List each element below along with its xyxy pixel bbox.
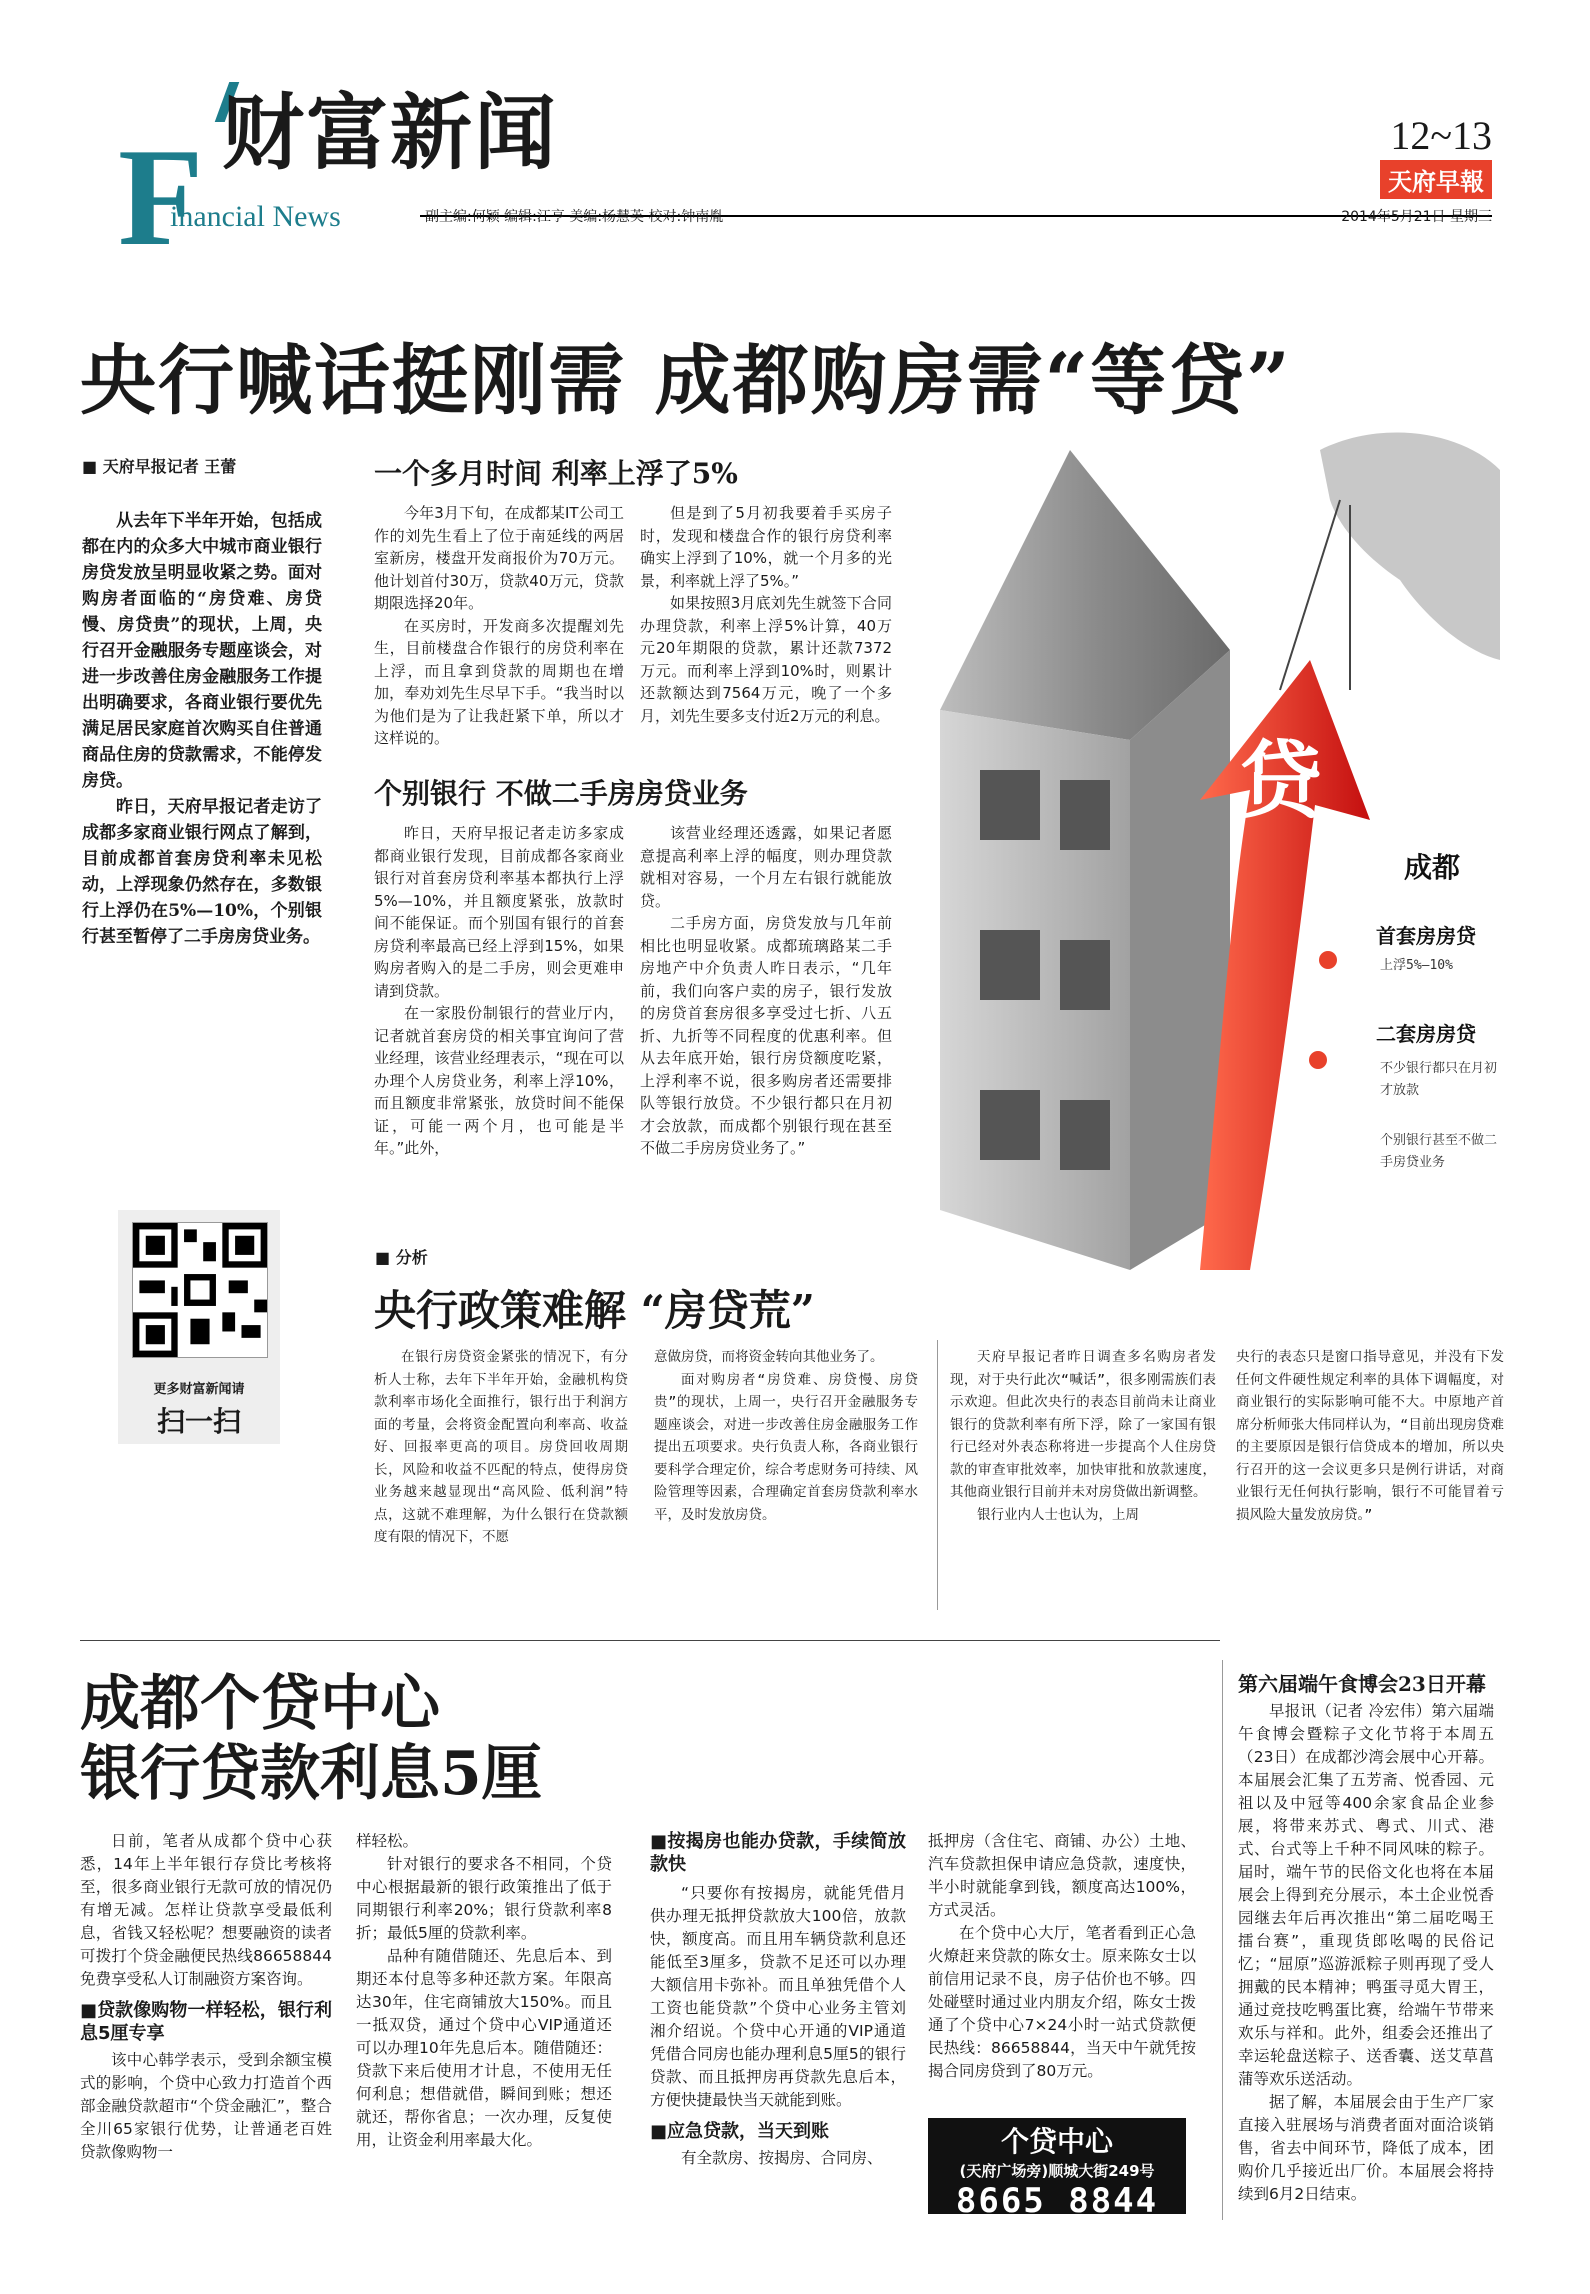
lead-p: 昨日，天府早报记者走访了成都多家商业银行网点了解到，目前成都首套房贷利率未见松动，上浮现象仍然存在，多数银行上浮仍在5%—10%，个别银行甚至暂停了二手房房贷业务。	[82, 797, 322, 947]
section-title: 财富新闻	[222, 85, 559, 181]
graphic-second-desc1: 不少银行都只在月初才放款	[1380, 1061, 1498, 1098]
window	[1060, 940, 1110, 1010]
section-en: inancial News	[170, 200, 341, 233]
para: 抵押房（含住宅、商铺、办公）土地、汽车贷款担保申请应急贷款，速度快，半小时就能拿到钱，额度高达100%，方式灵活。	[928, 1832, 1196, 1919]
page-numbers: 12~13	[1390, 113, 1492, 158]
para: 天府早报记者昨日调查多名购房者发现，对于央行此次“喊话”，很多刚需族们表示欢迎。但此次央行的表态目前尚未让商业银行的贷款利率有所下浮，除了一家国有银行已经对外表态称将进一步提高个人住房贷款的审查审批效率，加快审批和放款速度，其他商业银行目前并未对房贷做出新调整。	[950, 1349, 1216, 1500]
analysis-col2	[654, 1346, 918, 1526]
ad-phone[interactable]: 8665 8844	[955, 2181, 1159, 2221]
lower-box3: ■应急贷款，当天到账	[650, 2121, 830, 2142]
lower-box1: ■贷款像购物一样轻松，银行利息5厘专享	[80, 2000, 332, 2044]
para: 在个贷中心大厅，笔者看到正心急火燎赶来贷款的陈女士。原来陈女士以前信用记录不良，房子估价也不够。四处碰壁时通过业内朋友介绍，陈女士拨通了个贷中心7×24小时一站式贷款便民热线：86658844，当天中午就凭按揭合同房贷到了80万元。	[928, 1924, 1196, 2080]
para: 样轻松。	[356, 1832, 419, 1850]
lower-box2: ■按揭房也能办贷款，手续简放款快	[650, 1831, 906, 1875]
lead-p: 从去年下半年开始，包括成都在内的众多大中城市商业银行房贷发放呈明显收紧之势。面对购房者面临的“房贷难、房贷慢、房贷贵”的现状，上周，央行召开金融服务专题座谈会，对进一步改善住房金融服务工作提出明确要求，各商业银行要优先满足居民家庭首次购买自住普通商品住房的贷款需求，不能停发房贷。	[82, 511, 322, 791]
para: “只要你有按揭房，就能凭借月供办理无抵押贷款放大100倍，放款快，额度高。而且用车辆贷款利息还能低至3厘多，贷款不足还可以办理大额信用卡弥补。而且单独凭借个人工资也能贷款”个贷中心业务主管刘湘介绍说。个贷中心开通的VIP通道凭借合同房也能办理利息5厘5的银行贷款、而且抵押房再贷款先息后本，方便快捷最快当天就能到账。	[650, 1884, 906, 2109]
lower-col1	[80, 1830, 332, 2164]
dot-marker	[1309, 1051, 1327, 1069]
sec2-title: 个别银行 不做二手房房贷业务	[374, 777, 748, 810]
para: 有全款房、按揭房、合同房、	[681, 2149, 883, 2167]
ad-title: 个贷中心	[1000, 2125, 1113, 2158]
section-initial: F	[118, 120, 204, 275]
lower-col4	[928, 1830, 1196, 2083]
side-body	[1238, 1700, 1494, 2206]
ad-address: (天府广场旁)顺城大街249号	[959, 2162, 1155, 2180]
sec2-col1	[374, 822, 624, 1160]
para: 针对银行的要求各不相同，个贷中心根据最新的银行政策推出了低于同期银行利率20%；银行贷款利率8折；最低5厘的贷款利率。	[356, 1855, 612, 1942]
para: 银行业内人士也认为，上周	[977, 1506, 1139, 1523]
issue-date: 2014年5月21日 星期三	[1341, 209, 1492, 225]
lower-col3	[650, 1830, 906, 2170]
para: 在一家股份制银行的营业厅内，记者就首套房贷的相关事宜询问了营业经理，该营业经理表示，“现在可以办理个人房贷业务，利率上浮10%，而且额度非常紧张，放贷时间不能保证，可能一两个月，也可能是半年。”此外，	[374, 1004, 624, 1157]
lead-paragraphs	[82, 508, 322, 950]
graphic-first-label: 首套房房贷	[1376, 924, 1476, 948]
sec1-col2	[640, 502, 892, 727]
para: 面对购房者“房贷难、房贷慢、房贷贵”的现状，上周一，央行召开金融服务专题座谈会，对进一步改善住房金融服务工作提出五项要求。央行负责人称，各商业银行要科学合理定价，综合考虑财务可持续、风险管理等因素，合理确定首套房贷款利率水平，及时发放房贷。	[654, 1371, 918, 1523]
para: 意做房贷，而将资金转向其他业务了。	[654, 1349, 884, 1365]
sec1-col1	[374, 502, 624, 750]
analysis-col3	[950, 1346, 1216, 1526]
sec2-col2	[640, 822, 892, 1160]
loan-char: 贷	[1237, 732, 1323, 830]
para: 二手房方面，房贷发放与几年前相比也明显收紧。成都琉璃路某二手房地产中介负责人昨日表示，“几年前，我们向客户卖的房子，银行发放的房贷首套房很多享受过七折、八五折、九折等不同程度的优惠利率。但从去年底开始，银行房贷额度吃紧，上浮利率不说，很多购房者还需要排队等银行放贷。不少银行都只在月初才会放款，而成都个别银行现在甚至不做二手房房贷业务了。”	[640, 914, 892, 1157]
qr-action: 扫一扫	[156, 1405, 241, 1438]
window	[1060, 1100, 1110, 1170]
para: 该营业经理还透露，如果记者愿意提高利率上浮的幅度，则办理贷款就相对容易，一个月左右银行就能放贷。	[640, 824, 892, 910]
para: 央行的表态只是窗口指导意见，并没有下发任何文件硬性规定利率的具体下调幅度，对商业银行的实际影响可能不大。中原地产首席分析师张大伟同样认为，“目前出现房贷难的主要原因是银行信贷成本的增加，所以央行召开的这一会议更多只是例行讲话，对商业银行无任何执行影响，银行不可能冒着亏损风险大量发放房贷。”	[1236, 1349, 1504, 1523]
graphic-second-label: 二套房房贷	[1376, 1022, 1476, 1046]
window	[980, 770, 1040, 840]
analysis-col4	[1236, 1346, 1504, 1526]
qr-caption: 更多财富新闻请	[153, 1382, 245, 1397]
sec1-title: 一个多月时间 利率上浮了5%	[374, 457, 738, 490]
para: 今年3月下旬，在成都某IT公司工作的刘先生看上了位于南延线的两居室新房，楼盘开发商报价为70万元。他计划首付30万，贷款40万元，贷款期限选择20年。	[374, 504, 624, 612]
para: 日前，笔者从成都个贷中心获悉，14年上半年银行存贷比考核将至，很多商业银行无款可放的情况仍有增无减。怎样让贷款享受最低利息，省钱又轻松呢？想要融资的读者可拨打个贷金融便民热线86658844免费享受私人订制融资方案咨询。	[80, 1832, 332, 1988]
column-divider	[1222, 1660, 1223, 2220]
para: 昨日，天府早报记者走访多家成都商业银行发现，目前成都各家商业银行对首套房贷利率基本都执行上浮5%—10%，并且额度紧张，放款时间不能保证。而个别国有银行的首套房贷利率最高已经上浮到15%，如果购房者购入的是二手房，则会更难申请到贷款。	[374, 824, 624, 1000]
editors-line: 副主编:何颖 编辑:江亨 美编:杨慧英 校对:钟南胤	[425, 209, 724, 225]
analysis-title: 央行政策难解 “房贷荒”	[374, 1286, 815, 1335]
column-divider	[937, 1340, 938, 1610]
window	[980, 930, 1040, 1000]
graphic-city: 成都	[1404, 851, 1461, 884]
byline: ■ 天府早报记者 王蕾	[82, 457, 237, 476]
graphic-first-desc: 上浮5%—10%	[1380, 958, 1453, 973]
para: 在银行房贷资金紧张的情况下，有分析人士称，去年下半年开始，金融机构贷款利率市场化全面推行，银行出于利润方面的考量，会将资金配置向利率高、收益好、回报率更高的项目。房贷回收周期长，风险和收益不匹配的特点，使得房贷业务越来越显现出“高风险、低利润”特点，这就不难理解，为什么银行在贷款额度有限的情况下，不愿	[374, 1349, 628, 1545]
analysis-col1	[374, 1346, 628, 1549]
para: 该中心韩学表示，受到余额宝模式的影响，个贷中心致力打造首个西部金融贷款超市“个贷金融汇”，整合全川65家银行优势，让普通老百姓贷款像购物一	[80, 2051, 332, 2161]
window	[1060, 780, 1110, 850]
graphic-second-desc2: 个别银行甚至不做二手房贷业务	[1380, 1133, 1498, 1170]
window	[980, 1090, 1040, 1160]
para: 如果按照3月底刘先生就签下合同办理贷款，利率上浮5%计算，40万元20年期限的贷款，累计还款7372万元。而利率上浮到10%时，则累计还款额达到7564万元，晚了一个多月，刘先生要多支付近2万元的利息。	[640, 594, 892, 725]
paper-logo: 天府早報	[1380, 160, 1492, 199]
lower-headline-1: 成都个贷中心	[80, 1669, 440, 1739]
side-title: 第六届端午食博会23日开幕	[1238, 1672, 1486, 1696]
para: 但是到了5月初我要着手买房子时，发现和楼盘合作的银行房贷利率确实上浮到了10%，就一个月多的光景，利率就上浮了5%。”	[640, 504, 892, 590]
para: 据了解，本届展会由于生产厂家直接入驻展场与消费者面对面洽谈销售，省去中间环节，降低了成本，团购价几乎接近出厂价。本届展会将持续到6月2日结束。	[1238, 2093, 1494, 2203]
para: 早报讯（记者 冷宏伟）第六届端午食博会暨粽子文化节将于本周五（23日）在成都沙湾会展中心开幕。本届展会汇集了五芳斋、悦香园、元祖以及中冠等400余家食品企业参展，将带来苏式、粤式、川式、港式、台式等上千种不同风味的粽子。届时，端午节的民俗文化也将在本届展会上得到充分展示，本土企业悦香园继去年后再次推出“第二届吃喝王擂台赛”，重现货郎吆喝的民俗记忆；“屈原”巡游派粽子则再现了受人拥戴的民本精神；鸭蛋寻觅大胃王，通过竞技吃鸭蛋比赛，给端午节带来欢乐与祥和。此外，组委会还推出了幸运轮盘送粽子、送香囊、送艾草菖蒲等欢乐送活动。	[1238, 1702, 1494, 2088]
main-headline: 央行喊话挺刚需 成都购房需“等贷”	[80, 336, 1292, 425]
loan-center-ad[interactable]	[928, 2118, 1186, 2221]
section-divider	[80, 1640, 1220, 1641]
lower-col2	[356, 1830, 612, 2152]
hand-shape	[1320, 433, 1500, 660]
para: 品种有随借随还、先息后本、到期还本付息等多种还款方案。年限高达30年，住宅商铺放大150%。而且一抵双贷，通过个贷中心VIP通道还可以办理10年先息后本。随借随还：贷款下来后使用才计息，不使用无任何利息；想借就借，瞬间到账；想还就还，帮你省息；一次办理，反复使用，让资金利用率最大化。	[356, 1947, 612, 2149]
qr-code-icon[interactable]	[132, 1222, 268, 1358]
para: 在买房时，开发商多次提醒刘先生，目前楼盘合作银行的房贷利率在上浮，而且拿到贷款的周期也在增加，奉劝刘先生尽早下手。“我当时以为他们是为了让我赶紧下单，所以才这样说的。	[374, 616, 624, 747]
dot-marker	[1319, 951, 1337, 969]
lower-headline-2: 银行贷款利息5厘	[80, 1739, 542, 1809]
analysis-tag: ■ 分析	[375, 1248, 428, 1267]
